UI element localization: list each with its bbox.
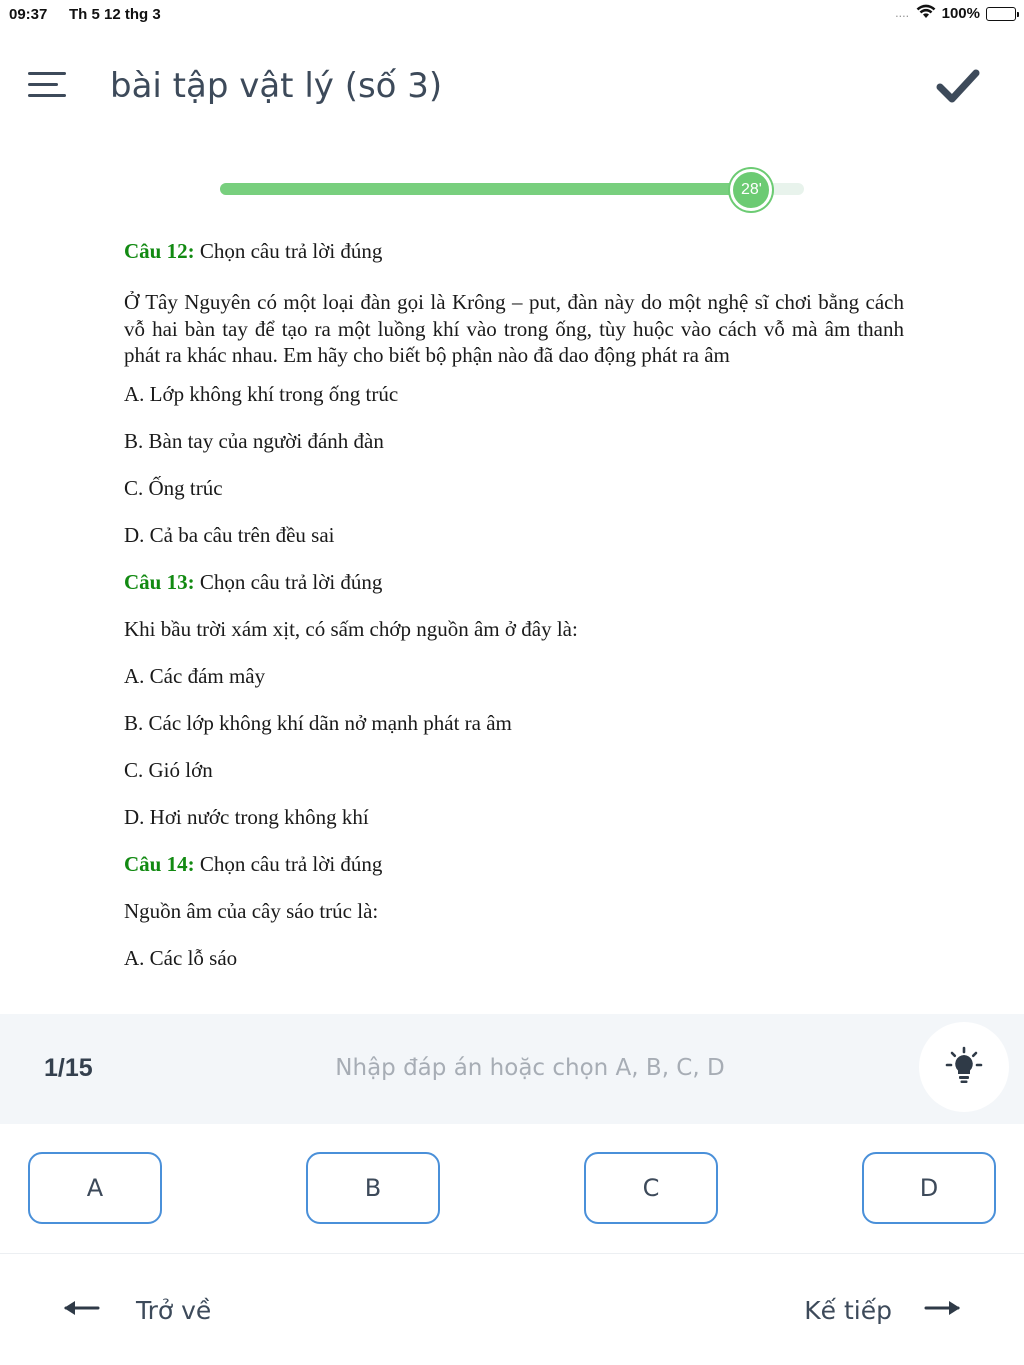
question-heading <box>124 849 904 896</box>
checkmark-icon[interactable] <box>936 66 980 106</box>
status-date: Th 5 12 thg 3 <box>69 6 161 23</box>
next-label: Kế tiếp <box>804 1295 892 1325</box>
question-heading <box>124 567 904 614</box>
next-button[interactable] <box>804 1290 962 1330</box>
answer-input[interactable] <box>290 1046 770 1090</box>
status-time: 09:37 <box>9 6 48 23</box>
choice-button-a[interactable]: A <box>28 1152 162 1224</box>
lightbulb-icon <box>944 1045 984 1090</box>
answer-option: A. Lớp không khí trong ống trúc <box>124 381 399 406</box>
arrow-left-icon <box>62 1298 102 1323</box>
choice-button-d[interactable]: D <box>862 1152 996 1224</box>
page-title: bài tập vật lý (số 3) <box>110 66 443 106</box>
answer-option: A. Các đám mây <box>124 663 266 688</box>
hamburger-menu-icon[interactable] <box>28 70 66 100</box>
back-label: Trở về <box>136 1295 212 1325</box>
question-text: Nguồn âm của cây sáo trúc là: <box>124 898 379 923</box>
answer-option: D. Hơi nước trong không khí <box>124 804 369 829</box>
question-number: Câu 13: <box>124 569 195 594</box>
answer-option: B. Bàn tay của người đánh đàn <box>124 428 384 453</box>
divider <box>0 1253 1024 1254</box>
question-number: Câu 14: <box>124 851 195 876</box>
choice-buttons <box>0 1152 1024 1226</box>
header <box>0 48 1024 128</box>
question-content <box>124 236 904 990</box>
progress-bar <box>220 180 804 198</box>
question-number: Câu 12: <box>124 239 195 263</box>
question-prompt: Chọn câu trả lời đúng <box>194 239 383 263</box>
progress-fill <box>220 183 751 195</box>
arrow-right-icon <box>922 1298 962 1323</box>
signal-icon: .... <box>895 8 910 19</box>
timer-badge: 28' <box>730 169 772 211</box>
answer-option: A. Các lỗ sáo <box>124 945 238 970</box>
battery-icon <box>986 7 1016 21</box>
answer-option: C. Gió lớn <box>124 757 213 782</box>
question-heading <box>124 236 904 283</box>
wifi-icon <box>916 4 936 23</box>
choice-button-c[interactable]: C <box>584 1152 718 1224</box>
question-text: Khi bầu trời xám xịt, có sấm chớp nguồn âm ở đây là: <box>124 616 578 641</box>
question-prompt: Chọn câu trả lời đúng <box>194 851 383 876</box>
back-button[interactable] <box>62 1290 211 1330</box>
question-counter: 1/15 <box>44 1054 93 1082</box>
answer-option: D. Cả ba câu trên đều sai <box>124 522 335 547</box>
status-bar <box>0 0 1024 28</box>
answer-option: C. Ống trúc <box>124 475 223 500</box>
status-indicators <box>896 4 1016 23</box>
answer-option: B. Các lớp không khí dãn nở mạnh phát ra âm <box>124 710 512 735</box>
question-prompt: Chọn câu trả lời đúng <box>194 569 383 594</box>
question-text: Ở Tây Nguyên có một loại đàn gọi là Krông – put, đàn này do một nghệ sĩ chơi bằng cách vỗ hai bàn tay để tạo ra một luồng khí vào trong ống, tùy huộc vào cách vỗ mà âm thanh phát ra khác nhau. Em hãy cho biết bộ phận nào đã dao động phát ra âm <box>124 290 904 367</box>
answer-bar <box>0 1014 1024 1124</box>
hint-button[interactable] <box>919 1022 1009 1112</box>
choice-button-b[interactable]: B <box>306 1152 440 1224</box>
battery-percent: 100% <box>941 5 980 22</box>
